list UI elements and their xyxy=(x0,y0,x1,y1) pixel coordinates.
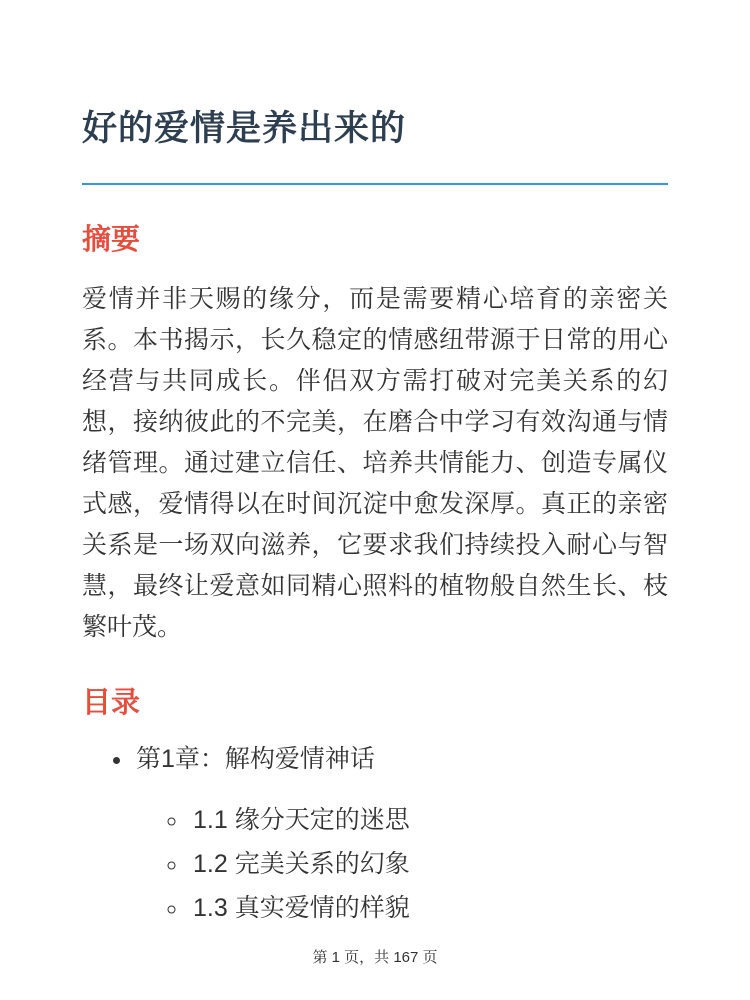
toc-sublist xyxy=(134,802,668,926)
toc-chapter-item xyxy=(134,741,668,926)
abstract-paragraph: 爱情并非天赐的缘分，而是需要精心培育的亲密关系。本书揭示，长久稳定的情感纽带源于日常的用心经营与共同成长。伴侣双方需打破对完美关系的幻想，接纳彼此的不完美，在磨合中学习有效沟通与情绪管理。通过建立信任、培养共情能力、创造专属仪式感，爱情得以在时间沉淀中愈发深厚。真正的亲密关系是一场双向滋养，它要求我们持续投入耐心与智慧，最终让爱意如同精心照料的植物般自然生长、枝繁叶茂。 xyxy=(82,284,668,641)
toc-subitem: ◦ 1.2 完美关系的幻象 xyxy=(189,846,668,882)
toc-subitem: ◦ 1.1 缘分天定的迷思 xyxy=(189,802,668,838)
page-title: 好的爱情是养出来的 xyxy=(82,108,668,185)
toc-list xyxy=(82,741,668,926)
toc-chapter-label: 第1章：解构爱情神话 xyxy=(136,744,375,773)
toc-heading: 目录 xyxy=(82,686,141,719)
toc-subitem: ◦ 1.3 真实爱情的样貌 xyxy=(189,890,668,926)
abstract-heading: 摘要 xyxy=(82,224,141,256)
page-number-indicator: 第 1 页，共 167 页 xyxy=(312,949,438,966)
